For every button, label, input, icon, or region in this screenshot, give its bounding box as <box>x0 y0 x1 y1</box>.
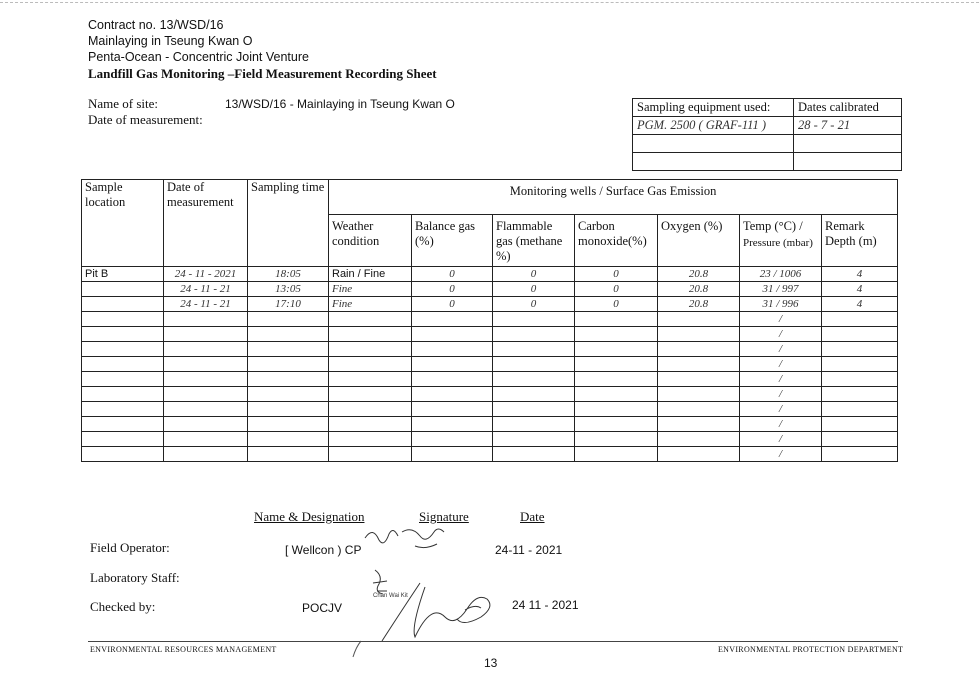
cell-flammable <box>493 342 575 357</box>
flammable-gas-header: Flammable gas (methane %) <box>493 215 575 267</box>
cell-flammable <box>493 447 575 462</box>
cell-remark <box>822 327 898 342</box>
cell-carbon <box>575 447 658 462</box>
field-operator-date: 24-11 - 2021 <box>495 543 563 557</box>
pressure-label: Pressure (mbar) <box>743 237 813 249</box>
cell-flammable <box>493 372 575 387</box>
cell-balance: 0 <box>412 282 493 297</box>
name-designation-header: Name & Designation <box>254 509 365 524</box>
cell-oxygen <box>658 387 740 402</box>
table-row <box>82 312 898 327</box>
signature-header: Signature <box>419 509 469 524</box>
cell-location <box>82 327 164 342</box>
cell-date <box>164 432 248 447</box>
cell-temp: / <box>740 447 822 462</box>
cell-date <box>164 387 248 402</box>
cell-temp: / <box>740 327 822 342</box>
field-operator-signature <box>360 518 460 558</box>
cell-time: 13:05 <box>248 282 329 297</box>
cell-remark: 4 <box>822 267 898 282</box>
cell-carbon <box>575 372 658 387</box>
footer-rule <box>88 641 898 642</box>
cell-date <box>164 402 248 417</box>
cell-time: 17:10 <box>248 297 329 312</box>
cell-temp: / <box>740 312 822 327</box>
cell-flammable: 0 <box>493 282 575 297</box>
date-of-measurement-label: Date of measurement: <box>88 112 203 127</box>
cell-balance <box>412 447 493 462</box>
cell-location <box>82 447 164 462</box>
cell-remark <box>822 447 898 462</box>
site-name-label: Name of site: <box>88 96 159 111</box>
cell-weather <box>329 312 412 327</box>
cell-balance <box>412 357 493 372</box>
cell-carbon <box>575 342 658 357</box>
cell-time <box>248 387 329 402</box>
cell-carbon <box>575 312 658 327</box>
cell-balance: 0 <box>412 297 493 312</box>
cell-temp: / <box>740 417 822 432</box>
checked-by-name: POCJV <box>302 601 343 615</box>
project-name: Mainlaying in Tseung Kwan O <box>88 34 253 48</box>
sampling-time-header: Sampling time <box>248 180 329 267</box>
cell-time <box>248 432 329 447</box>
cell-time <box>248 342 329 357</box>
cell-weather: Rain / Fine <box>329 267 412 282</box>
cell-temp: 31 / 997 <box>740 282 822 297</box>
cell-remark <box>822 312 898 327</box>
field-operator-label: Field Operator: <box>90 540 170 555</box>
cell-weather <box>329 327 412 342</box>
temp-label: Temp (°C) / <box>743 219 803 233</box>
cell-remark: 4 <box>822 282 898 297</box>
cell-date: 24 - 11 - 21 <box>164 282 248 297</box>
table-row <box>82 402 898 417</box>
cell-location <box>82 297 164 312</box>
cell-flammable <box>493 357 575 372</box>
equipment-row <box>633 135 902 153</box>
cell-remark <box>822 432 898 447</box>
cell-time <box>248 417 329 432</box>
table-row <box>82 282 898 297</box>
field-operator-name: [ Wellcon ) CP <box>285 543 362 557</box>
cell-oxygen <box>658 357 740 372</box>
cell-temp: / <box>740 402 822 417</box>
cell-oxygen <box>658 312 740 327</box>
equipment-table <box>632 98 902 171</box>
cell-carbon <box>575 417 658 432</box>
top-dashed-rule <box>0 2 979 3</box>
cell-location <box>82 372 164 387</box>
cell-time <box>248 312 329 327</box>
cell-carbon <box>575 387 658 402</box>
table-row <box>82 297 898 312</box>
cell-date <box>164 417 248 432</box>
cell-balance <box>412 312 493 327</box>
calibrated-cell: 28 - 7 - 21 <box>794 117 902 135</box>
monitoring-group-header: Monitoring wells / Surface Gas Emission <box>329 180 898 215</box>
cell-remark <box>822 417 898 432</box>
checked-by-label: Checked by: <box>90 599 156 614</box>
cell-balance <box>412 402 493 417</box>
cell-balance <box>412 432 493 447</box>
lab-staff-label: Laboratory Staff: <box>90 570 180 585</box>
cell-oxygen: 20.8 <box>658 282 740 297</box>
table-header-row <box>82 180 898 215</box>
calibrated-cell <box>794 135 902 153</box>
footer-left: ENVIRONMENTAL RESOURCES MANAGEMENT <box>90 645 277 654</box>
measurement-table <box>81 179 898 462</box>
table-row <box>82 447 898 462</box>
cell-location <box>82 282 164 297</box>
cell-temp: / <box>740 342 822 357</box>
cell-oxygen <box>658 447 740 462</box>
site-name-value: 13/WSD/16 - Mainlaying in Tseung Kwan O <box>225 97 455 111</box>
cell-location <box>82 432 164 447</box>
page-number: 13 <box>484 656 498 670</box>
table-row <box>82 387 898 402</box>
cell-time <box>248 327 329 342</box>
cell-balance: 0 <box>412 267 493 282</box>
stamp-text: Chan Wai Kit <box>373 593 408 599</box>
cell-weather <box>329 342 412 357</box>
cell-time <box>248 402 329 417</box>
cell-weather <box>329 432 412 447</box>
cell-weather: Fine <box>329 297 412 312</box>
cell-balance <box>412 327 493 342</box>
cell-date <box>164 372 248 387</box>
cell-temp: 23 / 1006 <box>740 267 822 282</box>
cell-weather <box>329 357 412 372</box>
cell-date <box>164 342 248 357</box>
contractor-name: Penta-Ocean - Concentric Joint Venture <box>88 50 309 64</box>
table-row <box>82 327 898 342</box>
cell-oxygen <box>658 372 740 387</box>
cell-temp: / <box>740 357 822 372</box>
cell-oxygen <box>658 342 740 357</box>
cell-remark <box>822 402 898 417</box>
cell-flammable: 0 <box>493 267 575 282</box>
cell-time <box>248 372 329 387</box>
cell-weather <box>329 417 412 432</box>
cell-location <box>82 387 164 402</box>
calibrated-cell <box>794 153 902 171</box>
cell-location: Pit B <box>82 267 164 282</box>
cell-temp: 31 / 996 <box>740 297 822 312</box>
cell-balance <box>412 417 493 432</box>
sheet-title: Landfill Gas Monitoring –Field Measurement Recording Sheet <box>88 66 437 81</box>
cell-temp: / <box>740 432 822 447</box>
cell-oxygen <box>658 432 740 447</box>
cell-flammable <box>493 417 575 432</box>
cell-temp: / <box>740 387 822 402</box>
equipment-cell <box>633 135 794 153</box>
cell-oxygen <box>658 402 740 417</box>
cell-flammable <box>493 387 575 402</box>
cell-flammable <box>493 432 575 447</box>
contract-number: Contract no. 13/WSD/16 <box>88 18 224 32</box>
cell-date <box>164 447 248 462</box>
cell-flammable: 0 <box>493 297 575 312</box>
cell-date <box>164 327 248 342</box>
cell-balance <box>412 342 493 357</box>
cell-flammable <box>493 312 575 327</box>
calibrated-col-header: Dates calibrated <box>794 99 902 117</box>
cell-weather <box>329 387 412 402</box>
cell-carbon <box>575 402 658 417</box>
cell-oxygen <box>658 417 740 432</box>
checked-by-signature <box>345 565 505 660</box>
table-row <box>82 342 898 357</box>
cell-balance <box>412 387 493 402</box>
cell-remark: 4 <box>822 297 898 312</box>
cell-weather <box>329 402 412 417</box>
cell-time <box>248 357 329 372</box>
equipment-header-row <box>633 99 902 117</box>
equipment-row <box>633 153 902 171</box>
cell-oxygen: 20.8 <box>658 267 740 282</box>
cell-flammable <box>493 402 575 417</box>
cell-location <box>82 417 164 432</box>
date-header-signoff: Date <box>520 509 545 524</box>
balance-gas-header: Balance gas (%) <box>412 215 493 267</box>
cell-oxygen <box>658 327 740 342</box>
equipment-row <box>633 117 902 135</box>
carbon-monoxide-header: Carbon monoxide(%) <box>575 215 658 267</box>
table-row <box>82 372 898 387</box>
cell-location <box>82 342 164 357</box>
equipment-cell <box>633 153 794 171</box>
cell-carbon: 0 <box>575 297 658 312</box>
sample-location-header: Sample location <box>82 180 164 267</box>
cell-weather <box>329 372 412 387</box>
cell-location <box>82 312 164 327</box>
cell-location <box>82 402 164 417</box>
table-row <box>82 267 898 282</box>
cell-remark <box>822 357 898 372</box>
temp-pressure-header <box>740 215 822 267</box>
cell-carbon <box>575 357 658 372</box>
cell-date: 24 - 11 - 21 <box>164 297 248 312</box>
cell-time: 18:05 <box>248 267 329 282</box>
remark-depth-header: Remark Depth (m) <box>822 215 898 267</box>
cell-carbon: 0 <box>575 282 658 297</box>
equipment-col-header: Sampling equipment used: <box>633 99 794 117</box>
cell-flammable <box>493 327 575 342</box>
cell-carbon <box>575 327 658 342</box>
cell-date <box>164 357 248 372</box>
cell-oxygen: 20.8 <box>658 297 740 312</box>
table-row <box>82 357 898 372</box>
oxygen-header: Oxygen (%) <box>658 215 740 267</box>
weather-header: Weather condition <box>329 215 412 267</box>
cell-remark <box>822 342 898 357</box>
cell-carbon: 0 <box>575 267 658 282</box>
footer-right: ENVIRONMENTAL PROTECTION DEPARTMENT <box>718 645 904 654</box>
date-header: Date of measurement <box>164 180 248 267</box>
table-row <box>82 417 898 432</box>
cell-location <box>82 357 164 372</box>
table-row <box>82 432 898 447</box>
cell-time <box>248 447 329 462</box>
cell-weather: Fine <box>329 282 412 297</box>
cell-temp: / <box>740 372 822 387</box>
cell-remark <box>822 387 898 402</box>
equipment-cell: PGM. 2500 ( GRAF-111 ) <box>633 117 794 135</box>
cell-date <box>164 312 248 327</box>
cell-weather <box>329 447 412 462</box>
cell-remark <box>822 372 898 387</box>
cell-date: 24 - 11 - 2021 <box>164 267 248 282</box>
cell-balance <box>412 372 493 387</box>
cell-carbon <box>575 432 658 447</box>
checked-by-date: 24 11 - 2021 <box>512 598 579 612</box>
